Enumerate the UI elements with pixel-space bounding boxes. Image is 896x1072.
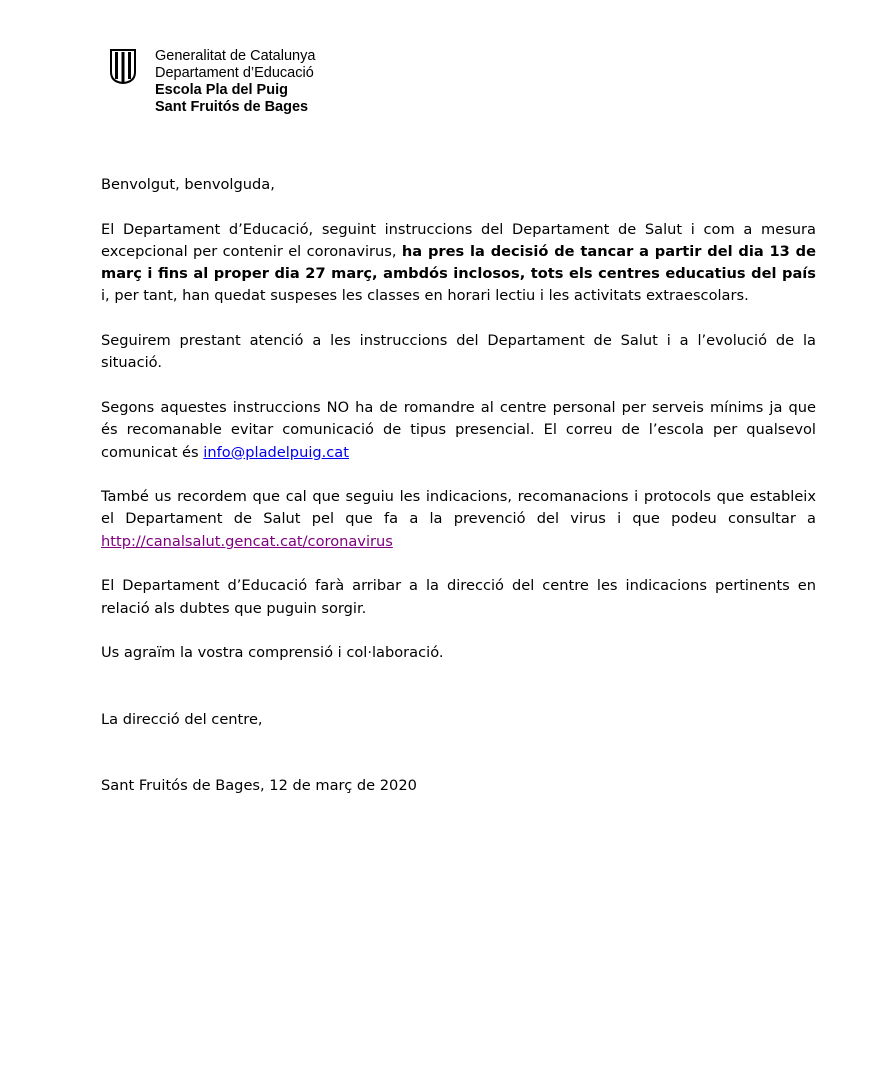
text: i, per tant, han quedat suspeses les classes en horari lectiu i les activitats extraescolars. [101, 287, 749, 305]
text: També us recordem que cal que seguiu les indicacions, recomanacions i protocols que estableix el Departament de Salut pel que fa a la prevenció del virus i que podeu consultar a [101, 488, 816, 528]
paragraph-thanks: Us agraïm la vostra comprensió i col·laboració. [101, 644, 444, 662]
paragraph-health [101, 486, 816, 553]
bold-text: ha pres la decisió de tancar a partir del dia 13 de març i fins al proper dia 27 març, ambdós inclosos, tots els centres educatius del país [101, 242, 817, 283]
letterhead-department: Departament d’Educació [155, 65, 314, 81]
paragraph-followup: Seguirem prestant atenció a les instruccions del Departament de Salut i a l’evolució de la situació. [101, 332, 816, 372]
signature: La direcció del centre, [101, 710, 263, 728]
school-email-link[interactable]: info@pladelpuig.cat [203, 443, 349, 461]
letterhead-school: Escola Pla del Puig [155, 82, 288, 98]
letterhead-generalitat: Generalitat de Catalunya [155, 48, 316, 64]
paragraph-department: El Departament d’Educació farà arribar a la direcció del centre les indicacions pertinents en relació als dubtes que puguin sorgir. [101, 577, 816, 617]
paragraph-closure [101, 219, 816, 308]
paragraph-instructions [101, 397, 816, 464]
greeting: Benvolgut, benvolguda, [101, 176, 275, 193]
text: El Departament d’Educació, seguint instruccions del Departament de Salut i com a mesura excepcional per contenir el coronavirus, [101, 220, 816, 260]
text: Segons aquestes instruccions NO ha de romandre al centre personal per serveis mínims ja que és recomanable evitar comunicació de tipus presencial. El correu de l’escola per qualsevol comunicat és [101, 398, 816, 461]
letterhead [155, 48, 315, 116]
generalitat-logo-icon [109, 48, 137, 84]
letter-body [101, 174, 816, 820]
letterhead-town: Sant Fruitós de Bages [155, 99, 309, 115]
canalsalut-link[interactable]: http://canalsalut.gencat.cat/coronavirus [101, 532, 393, 550]
place-date: Sant Fruitós de Bages, 12 de març de 2020 [101, 777, 417, 795]
